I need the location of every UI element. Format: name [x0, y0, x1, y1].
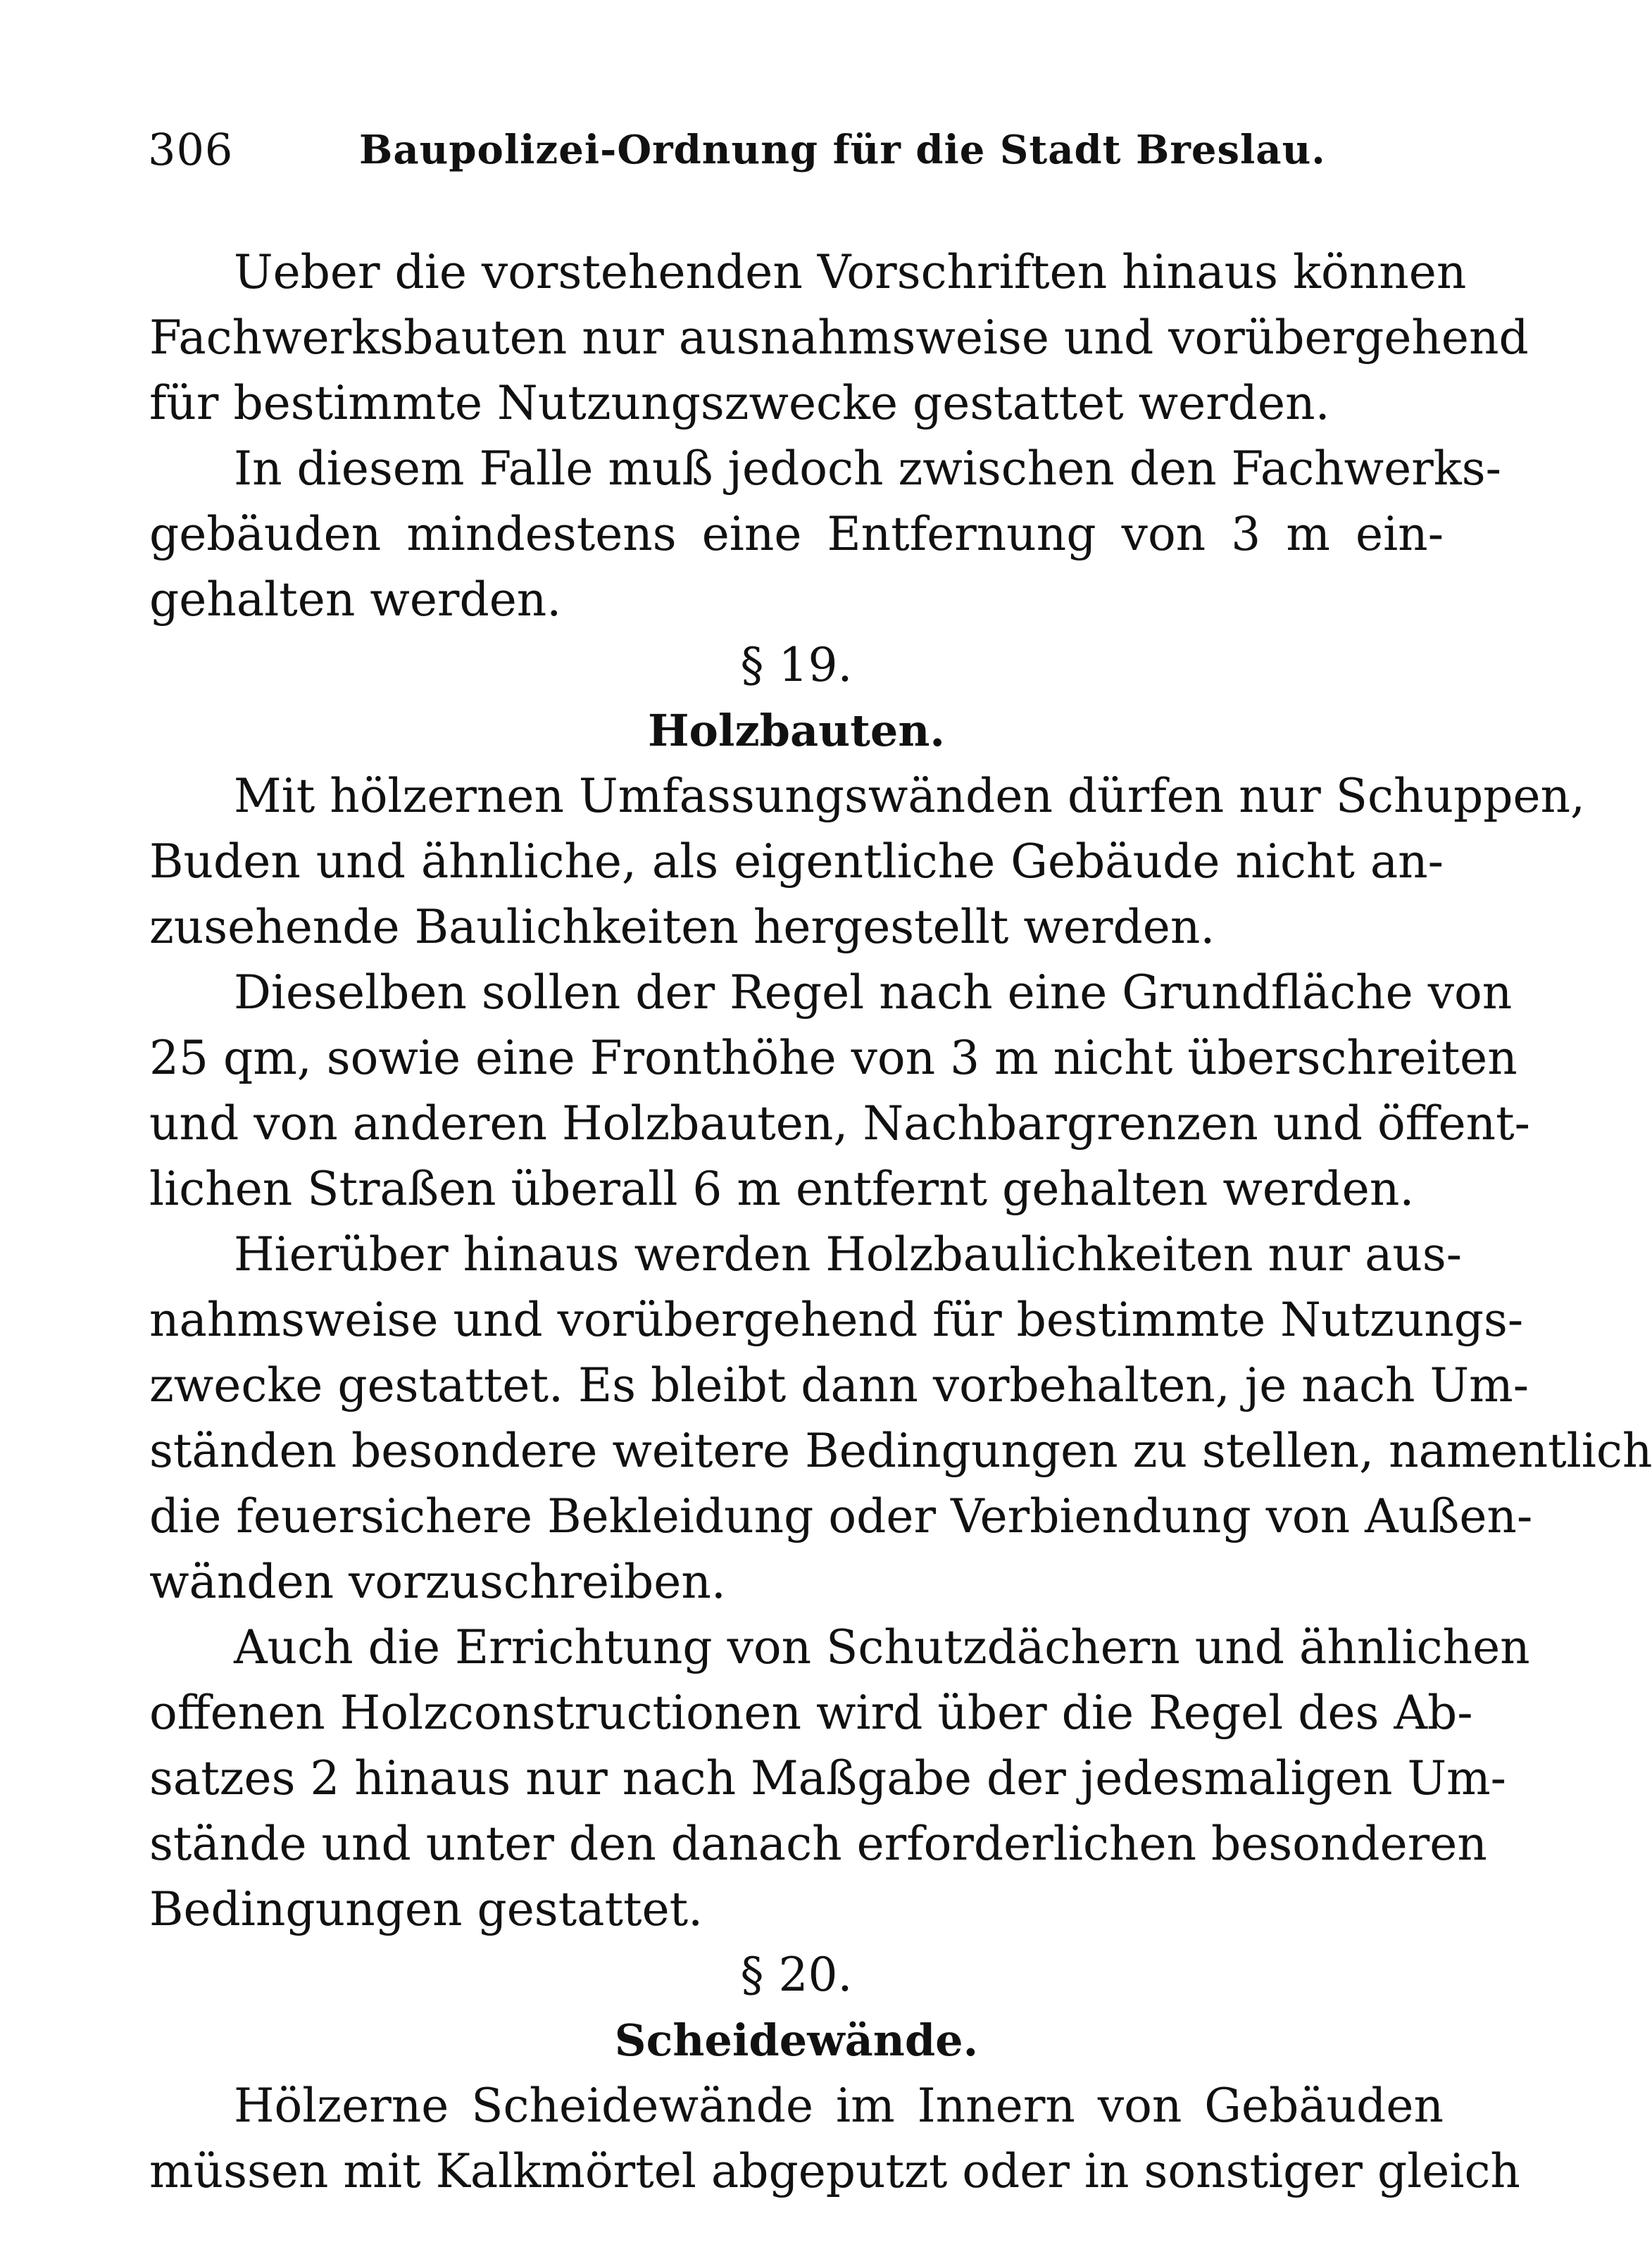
text-line: Hölzerne Scheidewände im Innern von Gebäuden: [234, 2079, 1444, 2133]
section-number: § 19.: [740, 638, 853, 692]
text-line: Mit hölzernen Umfassungswänden dürfen nur Schuppen,: [234, 769, 1586, 823]
text-line: offenen Holzconstructionen wird über die Regel des Ab-: [149, 1686, 1473, 1740]
page-number: 306: [148, 124, 234, 175]
text-line: die feuersichere Bekleidung oder Verbiendung von Außen-: [149, 1489, 1533, 1543]
text-line: gehalten werden.: [149, 572, 562, 627]
text-line: Auch die Errichtung von Schutzdächern und ähnlichen: [234, 1620, 1530, 1674]
text-line: satzes 2 hinaus nur nach Maßgabe der jedesmaligen Um-: [149, 1751, 1506, 1805]
text-line: Fachwerksbauten nur ausnahmsweise und vorübergehend: [149, 311, 1529, 365]
text-line: gebäuden mindestens eine Entfernung von 3 m ein-: [149, 507, 1444, 561]
text-line: stände und unter den danach erforderlichen besonderen: [149, 1817, 1487, 1871]
section-title: Holzbauten.: [647, 705, 946, 756]
text-line: zwecke gestattet. Es bleibt dann vorbehalten, je nach Um-: [149, 1358, 1529, 1413]
text-line: lichen Straßen überall 6 m entfernt gehalten werden.: [149, 1162, 1415, 1216]
text-line: Ueber die vorstehenden Vorschriften hinaus können: [234, 245, 1467, 299]
body-text: [149, 239, 1652, 2204]
text-line: In diesem Falle muß jedoch zwischen den Fachwerks-: [234, 441, 1501, 496]
text-line: Buden und ähnliche, als eigentliche Gebäude nicht an-: [149, 834, 1444, 889]
section-number: § 20.: [740, 1948, 853, 2002]
page-header: [148, 118, 1373, 182]
text-line: ständen besondere weitere Bedingungen zu stellen, namentlich: [149, 1424, 1652, 1478]
text-line: wänden vorzuschreiben.: [149, 1555, 726, 1609]
running-head: Baupolizei-Ordnung für die Stadt Breslau.: [359, 127, 1326, 173]
text-line: Bedingungen gestattet.: [149, 1882, 703, 1936]
text-line: müssen mit Kalkmörtel abgeputzt oder in sonstiger gleich: [149, 2144, 1520, 2198]
text-line: nahmsweise und vorübergehend für bestimmte Nutzungs-: [149, 1293, 1524, 1347]
text-line: für bestimmte Nutzungszwecke gestattet werden.: [149, 376, 1330, 430]
text-line: und von anderen Holzbauten, Nachbargrenzen und öffent-: [149, 1096, 1530, 1151]
text-line: Dieselben sollen der Regel nach eine Grundfläche von: [234, 965, 1513, 1020]
section-title: Scheidewände.: [614, 2015, 979, 2066]
text-line: 25 qm, sowie eine Fronthöhe von 3 m nicht überschreiten: [149, 1031, 1518, 1085]
text-line: zusehende Baulichkeiten hergestellt werden.: [149, 900, 1215, 954]
text-line: Hierüber hinaus werden Holzbaulichkeiten nur aus-: [234, 1227, 1463, 1282]
